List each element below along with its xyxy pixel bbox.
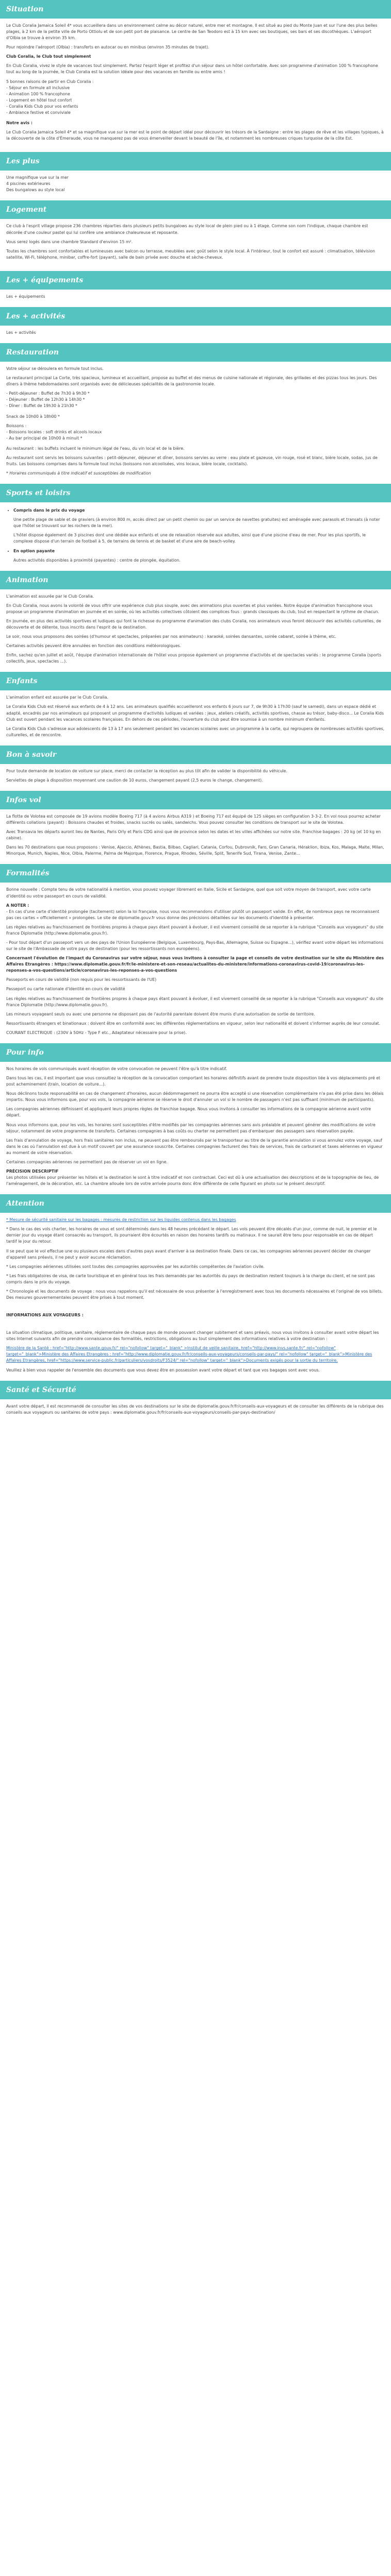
formalites-text-5: - Pour tout départ d'un passeport vers un des pays de l'Union Européenne (Belgique, Luxembourg, Pays-Bas, Allemagne, Suisse ou Espagne...), vérifiez avant votre départ les informations sur le site de l'Ambassade de votre pays de destination (pour les ressortissants non européens). [6,940,384,952]
notre-avis-text: Le Club Coralia Jamaica Soleil 4* et sa magnifique vue sur la mer est le point de départ idéal pour découvrir les trésors de la Sardaigne : entre les plages de rêve et les villages typiques, à la découverte de la côte d'Émeraude, vous ne manquerez pas de vous émerveiller devant la beauté de l'île, et notamment les nombreuses criques turquoise de la côte Est. [6,130,384,141]
reasons-list [6,85,385,116]
attention-text-4: * Les compagnies aériennes utilisées sont toutes des compagnies approuvées par les autorités compétentes de l'aviation civile. [6,1264,265,1269]
infos-vol-text-3: Dans les 70 destinations que nous proposons : Venise, Ajaccio, Athènes, Bastia, Bilbao, Cagliari, Catania, Corfou, Dubrovnik, Faro, Gran Canaria, Héraklion, Ibiza, Kos, Malaga, Malte, Milan, Minorque, Munich, Naples, Nice, Olbia, Palerme, Palma de Majorque, Florence, Prague, Rhodes, Séville, Split, Tenerife Sud, Tirana, Venise, Zante... [6,845,384,856]
section-title-formalites: Formalités [0,864,391,883]
section-logement [0,219,391,270]
horaires-note: * Horaires communiqués à titre indicatif et susceptibles de modification [6,471,151,476]
bon-a-savoir-text-2: Serviettes de plage à disposition moyennant une caution de 10 euros, changement payant (2,5 euros le change, changement). [6,777,263,783]
voyageurs-links[interactable]: Ministère de la Santé : href="http://www.sante.gouv.fr/" rel="nofollow" target="_blank" >Institut de veille sanitaire, href="http://www.invs.sante.fr/" rel="nofollow" target="_blank">Ministère des Affaires Etrangères : href="http://www.diplomatie.gouv.fr/fr/conseils-aux-voyageurs/conseils-par-pays/" rel="nofollow" target="_blank">Ministère des Affaires Etrangères, href="https://www.service-public.fr/particuliers/vosdroits/F3524/" rel="nofollow" target="_blank">Documents exigés pour la sortie du territoire. [6,1346,372,1363]
animation-text-3: En journée, en plus des activités sportives et ludiques qui font la richesse du programme d'animation des clubs Coralia, nos animateurs vous feront découvrir des activités culturelles, de découverte et de détente, tous inscrits dans l'esprit de la destination. [6,618,381,630]
voyageurs-text-3 [6,1345,385,1364]
reason-item: - Ambiance festive et conviviale [6,110,71,115]
section-title-infos-vol: Infos vol [0,791,391,809]
animation-text-2: En Club Coralia, nous avons la volonté de vous offrir une expérience club plus souple, avec des animations plus ouvertes et plus variées. Notre équipe d'animation francophone vous propose un programme d'animation en journée et en soirée, où les activités collectives côtoient des complices fous : grands classiques du club, tout en respectant le rythme de chacun. [6,603,380,614]
drink-item: - Boissons locales : soft drinks et alcools locaux [6,429,102,434]
section-enfants [0,690,391,745]
pour-info-text-4: Les compagnies aériennes définissent et appliquent leurs propres règles de franchise bagage. Nous vous invitons à consulter les informations de la compagnie aérienne avant votre départ. [6,1107,371,1118]
attention-text-5: * Les frais obligatoires de visa, de carte touristique et en général tous les frais demandés par les autorités du pays de destination restent toujours à la charge du client, et ne sont pas compris dans le prix du voyage. [6,1273,375,1284]
logement-text-1: Ce club à l'esprit village propose 236 chambres réparties dans plusieurs petits bungalows au style local de plein pied ou à 1 étage. Comme son nom l'indique, chaque chambre est décorée d'une couleur pastel qui lui confère une ambiance chaleureuse et reposante. [6,224,368,235]
meal-item: - Petit-déjeuner : Buffet de 7h30 à 9h30 * [6,391,90,396]
sports-compris-list [6,507,385,514]
section-situation [0,19,391,152]
sports-option-heading: • En option payante [13,548,385,554]
drink-item: - Au bar principal de 10h00 à minuit * [6,435,83,440]
section-sante [0,1399,391,1423]
section-title-equipements: Les + équipements [0,271,391,290]
situation-text-1: Le Club Coralia Jamaica Soleil 4* vous accueillera dans un environnement calme au décor naturel, entre mer et montagne. Il est situé au pied du Monte Juan et sur l'une des plus belles plages, à 2 km de la petite ville de Porto Ottiolu et de son petit port de plaisance. Le centre de San Teodoro est à 15 km avec ses boutiques, ses bars et ses discothèques. L'aéroport d'Olbia se trouve à environ 35 km. [6,23,378,41]
voyageurs-heading: INFORMATIONS AUX VOYAGEURS : [6,1313,84,1318]
section-title-pour-info: Pour info [0,1043,391,1062]
meal-item: - Déjeuner : Buffet de 12h30 à 14h30 * [6,397,85,402]
activites-text: Les + activités [6,330,36,335]
animation-text-5: Certaines activités peuvent être annulées en fonction des conditions météorologiques. [6,643,182,649]
section-bon-a-savoir [0,764,391,791]
restauration-text-4: Au restaurant sont servis les boissons suivantes : petit-déjeuner, déjeuner et dîner, boissons servies au verre : eau plate et gazeuse, vin rouge, rosé et blanc, bière locale, sodas, jus de fruits. Les boissons comprises dans la formule tout inclus (boissons non alcoolisées, vins locaux, bière locale, cocktails). [6,455,378,466]
liquides-link[interactable]: * Mesure de sécurité sanitaire sur les bagages : mesures de restriction sur les liquides contenus dans les bagages [6,1217,236,1223]
section-equipements [0,290,391,307]
formalites-text-4: Les règles relatives au franchissement de frontières propres à chaque pays étant pouvant à évoluer, il est vivement conseillé de se reporter à la rubrique "Conseils aux voyageurs" du site France Diplomatie (http://www.diplomatie.gouv.fr). [6,924,384,936]
attention-text-3: Il se peut que le vol effectue une ou plusieurs escales dans d'autres pays avant d'arriver à sa destination finale. Dans ce cas, les compagnies aériennes peuvent décider de changer d'appareil sans préavis, il ne peut y avoir aucune réclamation. [6,1248,371,1260]
section-title-activites: Les + activités [0,307,391,326]
formalites-courant: COURANT ELECTRIQUE : (230V à 50Hz - Type F etc., Adaptateur nécessaire pour la prise). [6,1030,187,1035]
sports-compris-heading: • Compris dans le prix du voyage [13,507,385,514]
plus-item: 4 piscines extérieures [6,181,51,187]
attention-text-2: * Dans le cas des vols charter, les horaires de vous et sont déterminés dans les 48 heures précédant le départ. Les vols peuvent être décalés d'un jour, comme de nuit, le premier et le dernier jour du voyage étant consacrés au transport, ils pourraient être écourtés en raison des horaires tardifs ou matinaux. Il ne saurait être tenu pour responsable en cas de départ tardif le jour du retour. [6,1227,377,1244]
voyageurs-text-4: Veuillez à bien vous rappeler de l'ensemble des documents que vous devez être en possession avant votre départ et tant que vos bagages sont avec vous. [6,1367,320,1372]
logement-text-2: Vous serez logés dans une chambre Standard d'environ 15 m². [6,239,133,244]
section-title-plus: Les plus [0,152,391,171]
section-animation [0,589,391,672]
infos-vol-text-1: La flotte de Volotea est composée de 19 avions modèle Boeing 717 (à 4 avions Airbus A319 ) et Boeing 717 est équipé de 125 sièges en configuration 3-3-2. En vol nous pourrez acheter différents collations (payant) : Boissons chaudes et froides, snacks sucrés ou salés, sandwichs. Vous pouvez consulter les conditions de transport sur le site de Volotea. [6,814,381,825]
notre-avis-heading: Notre avis : [6,121,32,126]
sports-text-2: L'hôtel dispose également de 3 piscines dont une dédiée aux enfants et une de relaxation réservée aux adultes, ainsi que d'une piscine d'eau de mer. Pour les plus sportifs, le complexe dispose d'un terrain de football à 5, de terrains de tennis et de basket et d'une aire de beach-volley. [13,533,366,544]
bon-a-savoir-text-1: Pour toute demande de location de voiture sur place, merci de contacter la réception au plus tôt afin de valider la disponibilité du véhicule. [6,768,287,773]
enfants-text-1: L'animation enfant est assurée par le Club Coralia. [6,695,108,700]
section-infos-vol [0,809,391,864]
section-title-enfants: Enfants [0,672,391,690]
meals-list [6,391,385,409]
formalites-text-8: Passeport ou carte nationale d'identité en cours de validité [6,987,125,992]
precision-heading: PRÉCISION DESCRIPTIF [6,1168,59,1174]
section-title-attention: Attention [0,1194,391,1213]
attention-text-6: * Chronologie et les documents de voyage : nous vous rappelons qu'il est nécessaire de vous présenter à l'enregistrement avec tous les documents nécessaires et l'original de vos billets. Des mesures gouvernementales peuvent être prises à tout moment. [6,1289,383,1300]
plus-item: Une magnifique vue sur la mer [6,175,69,180]
animation-text-1: L'animation est assurée par le Club Coralia. [6,594,94,599]
section-attention [0,1213,391,1380]
snack-text: Snack de 10h00 à 18h00 * [6,414,60,419]
pour-info-text-7: Certaines compagnies aériennes ne permettent pas de réserver un vol en ligne. [6,1159,168,1164]
section-title-situation: Situation [0,0,391,19]
formalites-text-1: Bonne nouvelle : Compte tenu de votre nationalité à mention, vous pouvez voyager librement en Italie, Sicile et Sardaigne, quel que soit votre moyen de transport, avec votre carte d'identité ou votre passeport en cours de validité. [6,887,371,899]
boissons-heading: Boissons : [6,423,27,428]
attention-text-1 [6,1217,385,1223]
animation-text-4: Le soir, nous vous proposons des soirées (d'humour et spectacles, préparées par nos animateurs) : karaoké, soirées dansantes, soirée cabaret, soirée à thème, etc. [6,634,337,639]
section-formalites [0,883,391,1043]
animation-text-6: Enfin, sachez qu'en juillet et août, l'équipe d'animation internationale de l'hôtel vous propose également un programme d'activités et de spectacles variés : le programme Coralia (sports collectifs, jeux, spectacles ...). [6,653,382,664]
reason-item: - Animation 100 % francophone [6,91,70,96]
situation-text-2: Pour rejoindre l'aéroport (Olbia) : transferts en autocar ou en minibus (environ 35 minutes de trajet). [6,45,209,50]
enfants-text-3: Le Coralia Kids Club s'adresse aux adolescents de 13 à 17 ans seulement pendant les vacances scolaires avec un programme à la carte, qui regroupera de nombreuses activités sportives, culturelles, et de rencontre. [6,726,385,737]
reasons-intro: 5 bonnes raisons de partir en Club Coralia : [6,79,94,84]
situation-club-heading: Club Coralia, le Club tout simplement [6,54,91,59]
plus-item: Des bungalows au style local [6,188,65,193]
sports-option-list [6,548,385,554]
pour-info-text-6: Les frais d'annulation de voyage, hors frais sanitaires non inclus, ne peuvent pas être remboursés par le transporteur au titre de la garantie annulation si vous annulez votre voyage, sauf dans le cas où l'annulation est due à un motif couvert par une assurance souscrite. Certaines compagnies facturent des frais de services, frais de carburant et taxes aériennes en vigueur au moment de votre réservation. [6,1138,383,1155]
logement-text-3: Toutes les chambres sont confortables et lumineuses avec balcon ou terrasse, meublées avec goût selon le style local. À l'intérieur, tout le confort est assuré : climatisation, télévision satellite, Wi-Fi, téléphone, minibar, coffre-fort (payant), salle de bain privée avec douche et sèche-cheveux. [6,248,376,260]
section-title-sante: Santé et Sécurité [0,1381,391,1399]
section-title-restauration: Restauration [0,343,391,362]
situation-text-3: En Club Coralia, vivez le style de vacances tout simplement. Partez l'esprit léger et profitez d'un séjour dans un hôtel confortable. Avec son programme d'animation 100 % francophone tout au long de la journée, le Club Coralia est la solution idéale pour des vacances en famille ou entre amis ! [6,63,378,75]
formalites-coronavirus: Concernant l'évolution de l'impact du Coronavirus sur votre séjour, nous vous invitons à consulter la page et conseils de votre destination sur le site du Ministère des Affaires Etrangères : https://www.diplomatie.gouv.fr/fr/le-ministere-et-son-reseau/actualites-du-ministere/informations-coronavirus-covid-19/coronavirus-les-reponses-a-vos-questions/article/coronavirus-les-reponses-a-vos-questions [6,956,384,973]
formalites-text-11: Ressortissants étrangers et binationaux : doivent être en conformité avec les différentes réglementations en vigueur, selon leur nationalité et doivent s'informer auprès de leur consulat. [6,1021,381,1026]
enfants-text-2: Le Coralia Kids Club est réservé aux enfants de 4 à 12 ans. Les animateurs qualifiés accueilleront vos enfants 6 jours sur 7, de 9h30 à 17h30 (sauf le samedi), dans un espace dédié et adapté, encadrés par nos animateurs qui proposent un programme d'activités ludiques et variées : jeux, ateliers créatifs, activités sportives, chasse au trésor, baby-disco... Le Coralia Kids Club est ouvert pendant les vacances scolaires françaises. En dehors de ces périodes, l'ouverture du club peut être soumise à un nombre minimum d'enfants. [6,704,384,722]
voyageurs-text-2: La situation climatique, politique, sanitaire, réglementaire de chaque pays de monde pouvant changer subitement et sans préavis, nous vous invitons à consulter avant votre départ les sites Internet suivants afin de prendre connaissance des formalités, restrictions, obligations au tout simplement des informations relatives à votre destination : [6,1330,379,1342]
meal-item: - Dîner : Buffet de 19h30 à 21h30 * [6,403,77,409]
section-pour-info [0,1062,391,1194]
pour-info-text-3: Nous déclinons toute responsabilité en cas de changement d'horaires, aucun dédommagement ne pourra être accepté si une réservation complémentaire n'a pas été prise dans les délais impartis. Nous vous informons que, pour vos vols, la compagnie aérienne se réserve le droit d'annuler un vol si le nombre de passagers n'est pas suffisant (minimum de participants). [6,1091,384,1103]
sports-text-3: Autres activités disponibles à proximité (payantes) : centre de plongée, équitation. [13,557,181,563]
pour-info-text-1: Nos horaires de vols communiqués avant réception de votre convocation ne peuvent l'être qu'à titre indicatif. [6,1066,227,1071]
formalites-text-7: Passeports en cours de validité (non requis pour les ressortissants de l'UE) [6,977,157,982]
restauration-text-3: Au restaurant : les buffets incluent le minimum légal de l'eau, du vin local et de la bière. [6,446,185,451]
section-title-logement: Logement [0,200,391,219]
formalites-a-noter: A NOTER : [6,903,29,908]
formalites-text-9: Les règles relatives au franchissement de frontières propres à chaque pays étant pouvant à évoluer, il est vivement conseillé de se reporter à la rubrique "Conseils aux voyageurs" du site France Diplomatie (http://www.diplomatie.gouv.fr). [6,996,384,1007]
formalites-text-3: - En cas d'une carte d'identité prolongée (tacitement) selon la loi française, nous vous recommandons d'utiliser plutôt un passeport valide. En effet, de nombreux pays ne reconnaissent pas ces cartes « officiellement » prolongées. Le site de diplomatie.gouv.fr vous donne des précisions détaillées sur les documents d'identité à présenter. [6,909,380,920]
sante-text-1: Avant votre départ, il est recommandé de consulter les sites de vos destinations sur le site de diplomatie.gouv.fr/fr/conseils-aux-voyageurs et de consulter les différents de la rubrique des conseils aux voyageurs ou sanitaires de votre pays : www.diplomatie.gouv.fr/fr/conseils-aux-voyageurs/conseils-par-pays-destination/ [6,1403,384,1415]
restauration-text-2: Le restaurant principal La Corte, très spacieux, lumineux et accueillant, propose au buffet et des menus de cuisine nationale et régionale, des grillades et des pizzas tous les jours. Des dîners à thème hebdomadaires sont organisés avec de délicieuses spécialités de la gastronomie locale. [6,376,377,387]
sports-text-1: Une petite plage de sable et de graviers (à environ 800 m, accès direct par un petit chemin ou par un service de navettes gratuites) est aménagée avec parasols et transats (à noter que l'hôtel se trouvant sur les rochers de la mer). [13,517,380,529]
section-title-animation: Animation [0,571,391,589]
section-plus [0,171,391,200]
drinks-list [6,429,385,442]
reason-item: - Logement en hôtel tout confort [6,97,72,103]
section-title-sports: Sports et loisirs [0,484,391,502]
formalites-text-10: Les mineurs voyageant seuls ou avec une personne ne disposant pas de l'autorité parentale doivent être munis d'une autorisation de sortie de territoire. [6,1011,315,1016]
reason-item: - Séjour en formule all inclusive [6,85,70,90]
equipements-text: Les + équipements [6,294,45,299]
section-sports [0,502,391,571]
pour-info-text-5: Nous vous informons que, pour les vols, les horaires sont susceptibles d'être modifiés par les compagnies aériennes sans avis préalable et peuvent générer des modifications de votre séjour, notamment de votre programme de transferts. Certaines compagnies à bas coûts ou charter ne permettent pas d'embarquer des passagers sans réservation payée. [6,1122,376,1133]
section-restauration [0,362,391,484]
restauration-text-1: Votre séjour se déroulera en formule tout inclus. [6,366,104,371]
pour-info-text-9: Les photos utilisées pour présenter les hôtels et la destination le sont à titre indicatif et non contractuel. Ceci est dû à une actualisation des descriptions et de la topographie de lieu, de l'aménagement, de la décoration, etc. La chambre allouée lors de votre arrivée pourra donc être différente de celle figurant en photo sur le présent descriptif. [6,1175,379,1187]
pour-info-text-2: Dans tous les cas, il est important que vous consultiez la réception de la convocation comportant les horaires définitifs avant de prendre toute disposition liée à vos déplacements pré et post acheminement (train, location de voiture...). [6,1076,381,1087]
section-title-bon-a-savoir: Bon à savoir [0,745,391,764]
infos-vol-text-2: Avec Transavia les départs auront lieu de Nantes, Paris Orly et Paris CDG ainsi que de province selon les dates et les villes affichées sur notre site. Franchise bagages : 20 kg (et 10 kg en cabine). [6,829,381,841]
reason-item: - Coralia Kids Club pour vos enfants [6,104,78,109]
section-activites [0,326,391,343]
